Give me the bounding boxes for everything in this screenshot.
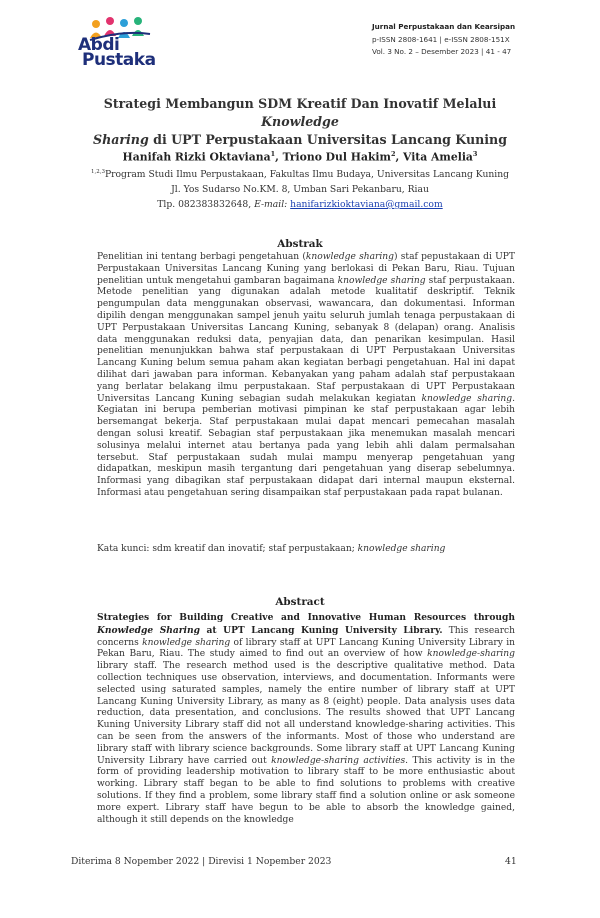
abstract-body: [97, 612, 515, 826]
abstract-heading: Abstract: [275, 596, 325, 608]
logo-wordmark: [78, 35, 156, 70]
email-link[interactable]: hanifarizkioktaviana@gmail.com: [290, 199, 443, 210]
abstrak-text: staf perpustakaan. Metode penelitian yang digunakan adalah metode kualitatif deskriptif. Teknik pengumpulan data menggunakan observasi, wawancara, dan dokumentasi. Informan dipilih dengan menggunakan sampel jenuh yaitu seluruh jumlah tenaga perpustakaan di UPT Perpustakaan Universitas Lancang Kuning, sebanyak 8 (delapan) orang. Analisis data menggunakan reduksi data, penyajian data, dan penarikan kesimpulan. Hasil penelitian menunjukkan bahwa staf perpustakaan di UPT Perpustakaan Universitas Lancang Kuning belum semua paham akan kegiatan berbagi pengetahuan. Hal ini dapat dilihat dari jawaban para informan. Kebanyakan yang paham adalah staf perpustakaan yang berlatar belakang ilmu perpustakaan. Staf perpustakaan di UPT Perpustakaan Universitas Lancang Kuning sebagian sudah melakukan kegiatan: [97, 275, 515, 404]
title-text-2: di UPT Perpustakaan Universitas Lancang Kuning: [148, 132, 508, 147]
affiliation-program: Program Studi Ilmu Perpustakaan, Fakultas Ilmu Budaya, Universitas Lancang Kuning: [104, 169, 510, 181]
abstract-bold-title: Strategies for Building Creative and Innovative Human Resources through: [97, 612, 515, 623]
abstrak-text: Penelitian ini tentang berbagi pengetahuan (: [97, 252, 306, 262]
logo-line2: Pustaka: [82, 50, 156, 70]
phone-text: Tlp. 082383832648,: [157, 199, 255, 210]
abstract-italic: knowledge-sharing: [427, 649, 515, 660]
journal-header: [372, 21, 552, 59]
journal-issn: p-ISSN 2808-1641 | e-ISSN 2808-151X: [372, 34, 510, 44]
abstract-italic: knowledge-sharing activities.: [271, 755, 409, 766]
title-text-1: Strategi Membangun SDM Kreatif Dan Inovatif Melalui: [103, 96, 497, 111]
author-2: Triono Dul Hakim: [282, 150, 391, 164]
author-3-sup: 3: [472, 150, 478, 158]
author-2-sup: 2: [390, 150, 396, 158]
abstract-text: of library staff at UPT Lancang Kuning University Library in Pekan Baru, Riau. The study aimed to find out an overview of how: [97, 637, 515, 660]
abstrak-italic: knowledge sharing.: [421, 393, 515, 404]
author-list: [80, 150, 520, 164]
abstract-text: library staff. The research method used is the descriptive qualitative method. Data collection techniques use observation, interviews, and documentation. Informants were selected using saturated samples, namely the entire number of library staff at UPT Lancang Kuning University Library, as many as 8 (eight) people. Data analysis uses data reduction, data presentation, and conclusions. The results showed that UPT Lancang Kuning University Library staff did not all understand knowledge-sharing activities. This can be seen from the answers of the informants. Most of those who understand are library staff with library science backgrounds. Some library staff at UPT Lancang Kuning University Library have carried out: [97, 661, 515, 766]
journal-logo: [78, 16, 178, 76]
author-3: Vita Amelia: [403, 150, 473, 164]
affiliation-line-2: Jl. Yos Sudarso No.KM. 8, Umban Sari Pekanbaru, Riau: [171, 184, 429, 195]
email-label: E-mail:: [254, 199, 288, 210]
abstract-bold-title: at UPT Lancang Kuning University Library.: [199, 624, 443, 636]
contact-line: [80, 199, 520, 210]
affiliation-sup: 1,2,3: [90, 169, 105, 175]
affiliation-line-1: [80, 169, 520, 180]
abstract-text: This research concerns: [97, 625, 515, 648]
footer-dates: Diterima 8 Nopember 2022 | Direvisi 1 Nopember 2023: [71, 856, 332, 867]
paper-title: [80, 95, 520, 149]
keywords-italic: knowledge sharing: [357, 544, 446, 554]
abstract-text: This activity is in the form of providing leadership motivation to library staff to be more enthusiastic about working. Library staff began to be able to find solutions to problems with creative solutions. If they find a problem, some library staff find a solution online or ask someone more expert. Library staff have begun to be able to absorb the knowledge gained, although it still depends on the knowledge: [97, 755, 515, 825]
journal-name: Jurnal Perpustakaan dan Kearsipan: [372, 22, 516, 31]
abstrak-italic: knowledge sharing: [305, 252, 394, 262]
page-number: 41: [505, 856, 517, 867]
author-sep: ,: [275, 150, 283, 164]
journal-volume: Vol. 3 No. 2 – Desember 2023 | 41 - 47: [372, 47, 512, 56]
title-italic-1: Knowledge: [261, 114, 339, 129]
title-italic-2: Sharing: [92, 132, 149, 147]
abstrak-text: ) staf pepustakaan di UPT Perpustakaan Universitas Lancang Kuning yang berlokasi di Pekan Baru, Riau. Tujuan penelitian untuk mengetahui gambaran bagaimana: [97, 252, 515, 286]
keywords: [97, 544, 515, 554]
abstrak-body: [97, 252, 515, 500]
abstrak-text: Kegiatan ini berupa pemberian motivasi pimpinan ke staf perpustakaan agar lebih bersemangat bekerja. Staf perpustakaan mulai dapat mencari pemecahan masalah dengan solusi kreatif. Sebagian staf perpustakaan jika menemukan masalah mencari solusinya melalui internet atau bertanya pada yang lebih ahli dalam permalsahan tersebut. Staf perpustakaan sudah mulai mampu menyerap pengetahuan yang didapatkan, meskipun masih tergantung dari pengetahuan yang diserap sebelumnya. Informasi yang dibagikan staf perpustakaan didapat dari internal maupun eksternal. Informasi atau pengetahuan sering disampaikan staf perpustakaan pada rapat bulanan.: [97, 405, 515, 498]
abstrak-heading: Abstrak: [277, 238, 323, 250]
author-1-sup: 1: [270, 150, 276, 158]
abstract-bold-italic: Knowledge Sharing: [97, 624, 200, 636]
abstrak-italic: knowledge sharing: [337, 275, 426, 286]
abstract-italic: knowledge sharing: [142, 637, 231, 648]
author-sep: ,: [395, 150, 404, 164]
logo-line1: Abdi: [78, 35, 120, 55]
keywords-text: Kata kunci: sdm kreatif dan inovatif; staf perpustakaan;: [97, 544, 358, 554]
author-1: Hanifah Rizki Oktaviana: [122, 150, 271, 164]
